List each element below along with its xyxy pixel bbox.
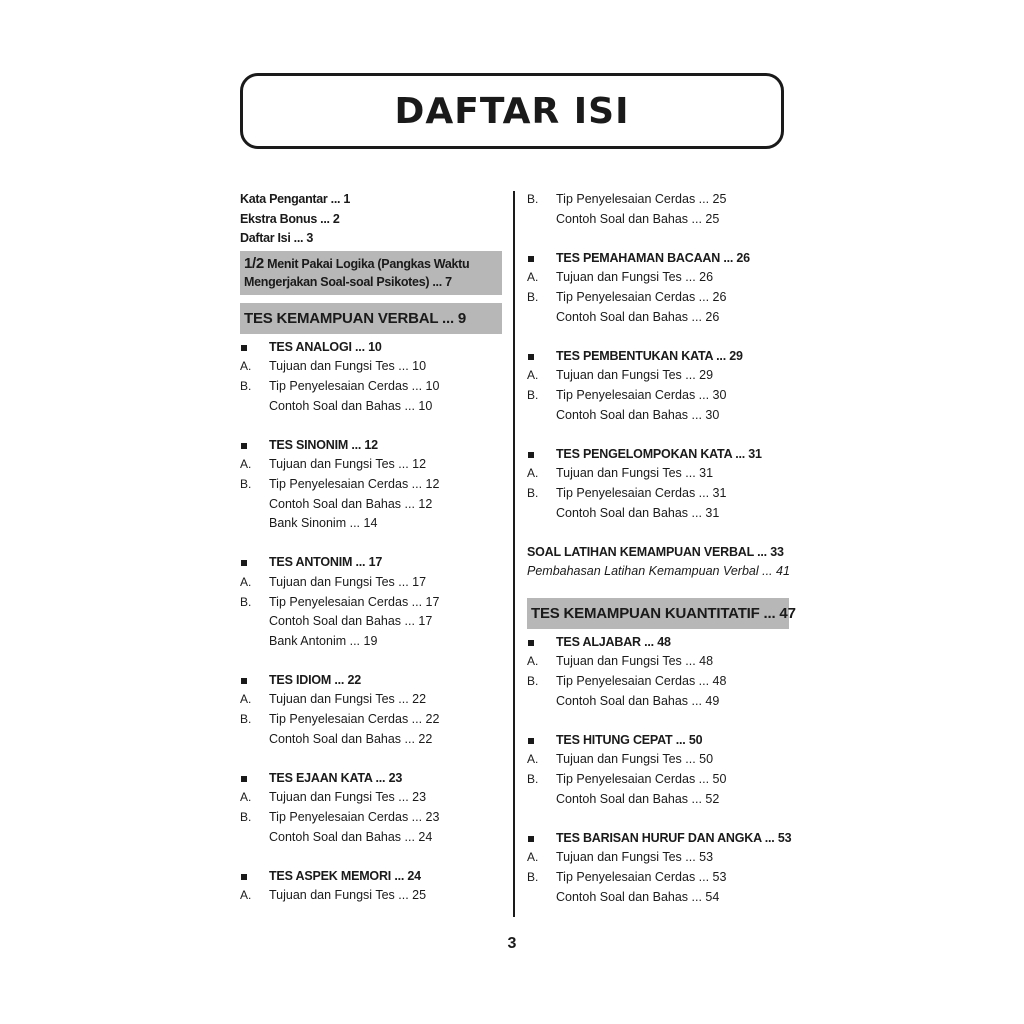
logika-line1: Menit Pakai Logika (Pangkas Waktu bbox=[263, 256, 470, 271]
toc-entry-sinonim-a[interactable]: A. Tujuan dan Fungsi Tes ... 12 bbox=[240, 457, 427, 472]
bullet-icon bbox=[241, 874, 247, 880]
section-heading-kuantitatif[interactable]: TES KEMAMPUAN KUANTITATIF ... 47 bbox=[527, 598, 789, 629]
toc-entry-pembentukan-contoh[interactable]: Contoh Soal dan Bahas ... 30 bbox=[556, 407, 720, 422]
bullet-icon bbox=[241, 678, 247, 684]
toc-entry-memori-a[interactable]: A. Tujuan dan Fungsi Tes ... 25 bbox=[240, 888, 427, 903]
bullet-icon bbox=[528, 354, 534, 360]
toc-entry-idiom-a[interactable]: A. Tujuan dan Fungsi Tes ... 22 bbox=[240, 692, 427, 707]
bullet-icon bbox=[528, 640, 534, 646]
bullet-icon bbox=[528, 452, 534, 458]
toc-entry-bacaan-b[interactable]: B. Tip Penyelesaian Cerdas ... 26 bbox=[527, 289, 727, 304]
toc-heading-sinonim[interactable]: TES SINONIM ... 12 bbox=[240, 436, 502, 456]
toc-heading-analogi[interactable]: TES ANALOGI ... 10 bbox=[240, 338, 502, 358]
toc-entry-bacaan-contoh[interactable]: Contoh Soal dan Bahas ... 26 bbox=[556, 309, 720, 324]
toc-entry-barisan-a[interactable]: A. Tujuan dan Fungsi Tes ... 53 bbox=[527, 850, 714, 865]
toc-entry-menit-logika[interactable] bbox=[240, 251, 502, 295]
bullet-icon bbox=[528, 738, 534, 744]
toc-entry-pembahasan-verbal[interactable]: Pembahasan Latihan Kemampuan Verbal ... 41 bbox=[527, 564, 790, 579]
toc-heading-hitung[interactable]: TES HITUNG CEPAT ... 50 bbox=[527, 731, 789, 751]
bullet-icon bbox=[241, 443, 247, 449]
toc-entry-antonim-a[interactable]: A. Tujuan dan Fungsi Tes ... 17 bbox=[240, 574, 427, 589]
toc-entry-kata-pengantar[interactable]: Kata Pengantar ... 1 bbox=[240, 192, 351, 206]
bullet-icon bbox=[528, 836, 534, 842]
toc-heading-bacaan[interactable]: TES PEMAHAMAN BACAAN ... 26 bbox=[527, 249, 789, 269]
column-divider bbox=[513, 191, 515, 917]
toc-entry-memori-contoh[interactable]: Contoh Soal dan Bahas ... 25 bbox=[556, 211, 720, 226]
toc-entry-analogi-contoh[interactable]: Contoh Soal dan Bahas ... 10 bbox=[269, 398, 433, 413]
toc-entry-analogi-a[interactable]: A. Tujuan dan Fungsi Tes ... 10 bbox=[240, 359, 427, 374]
toc-left-column bbox=[240, 190, 502, 906]
toc-entry-hitung-contoh[interactable]: Contoh Soal dan Bahas ... 52 bbox=[556, 791, 720, 806]
toc-heading-latihan-verbal[interactable]: SOAL LATIHAN KEMAMPUAN VERBAL ... 33 bbox=[527, 544, 784, 559]
toc-entry-aljabar-contoh[interactable]: Contoh Soal dan Bahas ... 49 bbox=[556, 693, 720, 708]
toc-heading-idiom[interactable]: TES IDIOM ... 22 bbox=[240, 671, 502, 691]
toc-entry-sinonim-b[interactable]: B. Tip Penyelesaian Cerdas ... 12 bbox=[240, 476, 440, 491]
toc-entry-antonim-b[interactable]: B. Tip Penyelesaian Cerdas ... 17 bbox=[240, 594, 440, 609]
toc-heading-aljabar[interactable]: TES ALJABAR ... 48 bbox=[527, 633, 789, 653]
toc-heading-ejaan[interactable]: TES EJAAN KATA ... 23 bbox=[240, 769, 502, 789]
toc-heading-pembentukan[interactable]: TES PEMBENTUKAN KATA ... 29 bbox=[527, 347, 789, 367]
toc-heading-barisan[interactable]: TES BARISAN HURUF DAN ANGKA ... 53 bbox=[527, 829, 789, 849]
toc-entry-pengelompokan-a[interactable]: A. Tujuan dan Fungsi Tes ... 31 bbox=[527, 466, 714, 481]
page-number: 3 bbox=[507, 935, 517, 952]
logika-prefix: 1/2 bbox=[244, 254, 264, 272]
section-heading-verbal[interactable]: TES KEMAMPUAN VERBAL ... 9 bbox=[240, 303, 502, 334]
toc-entry-ejaan-b[interactable]: B. Tip Penyelesaian Cerdas ... 23 bbox=[240, 810, 440, 825]
title-box bbox=[240, 73, 784, 149]
toc-entry-sinonim-bank[interactable]: Bank Sinonim ... 14 bbox=[269, 516, 378, 531]
bullet-icon bbox=[241, 345, 247, 351]
toc-entry-ejaan-contoh[interactable]: Contoh Soal dan Bahas ... 24 bbox=[269, 829, 433, 844]
toc-heading-pengelompokan[interactable]: TES PENGELOMPOKAN KATA ... 31 bbox=[527, 445, 789, 465]
toc-entry-ekstra-bonus[interactable]: Ekstra Bonus ... 2 bbox=[240, 211, 340, 226]
toc-entry-hitung-b[interactable]: B. Tip Penyelesaian Cerdas ... 50 bbox=[527, 772, 727, 787]
toc-entry-bacaan-a[interactable]: A. Tujuan dan Fungsi Tes ... 26 bbox=[527, 270, 714, 285]
toc-entry-aljabar-b[interactable]: B. Tip Penyelesaian Cerdas ... 48 bbox=[527, 674, 727, 689]
toc-entry-pembentukan-a[interactable]: A. Tujuan dan Fungsi Tes ... 29 bbox=[527, 368, 714, 383]
toc-entry-daftar-isi[interactable]: Daftar Isi ... 3 bbox=[240, 231, 314, 246]
toc-entry-barisan-contoh[interactable]: Contoh Soal dan Bahas ... 54 bbox=[556, 889, 720, 904]
toc-entry-aljabar-a[interactable]: A. Tujuan dan Fungsi Tes ... 48 bbox=[527, 654, 714, 669]
toc-entry-analogi-b[interactable]: B. Tip Penyelesaian Cerdas ... 10 bbox=[240, 378, 440, 393]
bullet-icon bbox=[241, 560, 247, 566]
toc-entry-hitung-a[interactable]: A. Tujuan dan Fungsi Tes ... 50 bbox=[527, 752, 714, 767]
toc-entry-pengelompokan-contoh[interactable]: Contoh Soal dan Bahas ... 31 bbox=[556, 505, 720, 520]
toc-entry-sinonim-contoh[interactable]: Contoh Soal dan Bahas ... 12 bbox=[269, 496, 433, 511]
page-title: DAFTAR ISI bbox=[394, 90, 630, 132]
toc-heading-antonim[interactable]: TES ANTONIM ... 17 bbox=[240, 553, 502, 573]
toc-entry-idiom-b[interactable]: B. Tip Penyelesaian Cerdas ... 22 bbox=[240, 712, 440, 727]
toc-right-column bbox=[527, 190, 796, 907]
toc-entry-antonim-contoh[interactable]: Contoh Soal dan Bahas ... 17 bbox=[269, 614, 433, 629]
toc-entry-ejaan-a[interactable]: A. Tujuan dan Fungsi Tes ... 23 bbox=[240, 790, 427, 805]
toc-entry-memori-b[interactable]: B. Tip Penyelesaian Cerdas ... 25 bbox=[527, 192, 727, 206]
toc-entry-barisan-b[interactable]: B. Tip Penyelesaian Cerdas ... 53 bbox=[527, 870, 727, 884]
toc-entry-pembentukan-b[interactable]: B. Tip Penyelesaian Cerdas ... 30 bbox=[527, 387, 727, 402]
bullet-icon bbox=[241, 776, 247, 782]
toc-entry-pengelompokan-b[interactable]: B. Tip Penyelesaian Cerdas ... 31 bbox=[527, 485, 727, 500]
toc-entry-antonim-bank[interactable]: Bank Antonim ... 19 bbox=[269, 633, 378, 648]
logika-line2: Mengerjakan Soal-soal Psikotes) ... 7 bbox=[244, 274, 452, 289]
toc-heading-memori[interactable]: TES ASPEK MEMORI ... 24 bbox=[240, 867, 502, 887]
toc-entry-idiom-contoh[interactable]: Contoh Soal dan Bahas ... 22 bbox=[269, 731, 433, 746]
bullet-icon bbox=[528, 256, 534, 262]
